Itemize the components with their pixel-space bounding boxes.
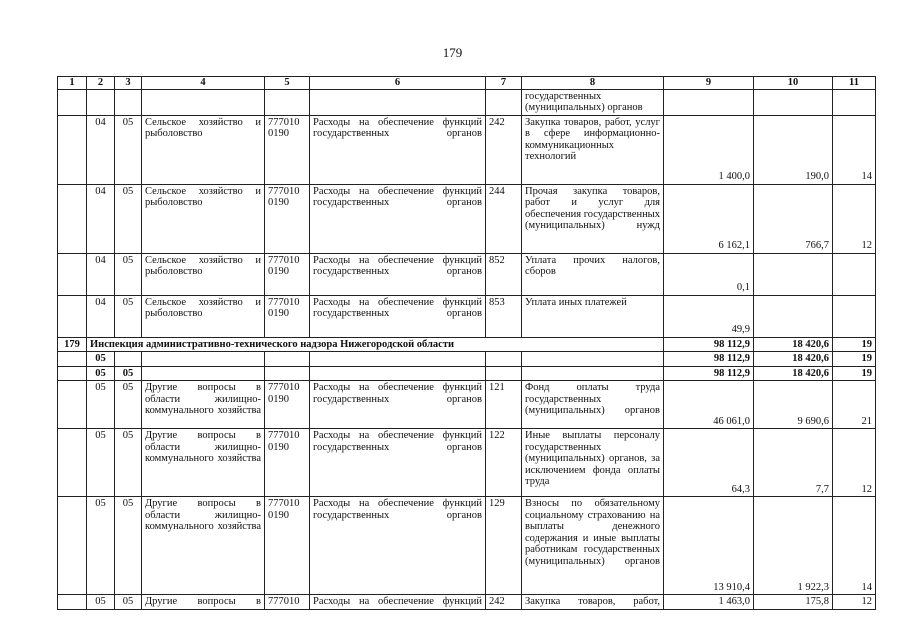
cell-section: 05 bbox=[87, 595, 115, 610]
cell-section: 05 bbox=[87, 381, 115, 429]
cell-percent: 14 bbox=[833, 115, 876, 184]
cell-subsection: 05 bbox=[115, 366, 142, 381]
budget-table bbox=[57, 76, 876, 610]
cell-amount-plan: 98 112,9 bbox=[664, 352, 754, 367]
cell-section: 04 bbox=[87, 115, 115, 184]
cell-code: 777010 0190 bbox=[265, 184, 310, 253]
cell-org-title: Инспекция административно-технического надзора Нижегородской области bbox=[87, 337, 664, 352]
cell-amount-fact: 18 420,6 bbox=[754, 352, 833, 367]
cell-section: 05 bbox=[87, 352, 115, 367]
cell-code: 777010 0190 bbox=[265, 295, 310, 337]
cell-section: 05 bbox=[87, 366, 115, 381]
cell-amount-fact: 9 690,6 bbox=[754, 381, 833, 429]
cell-percent: 12 bbox=[833, 595, 876, 610]
table-row bbox=[58, 337, 876, 352]
cell-name: Другие вопросы в области жилищно-коммунального хозяйства bbox=[142, 381, 265, 429]
table-row bbox=[58, 352, 876, 367]
cell-expense-type: государственных (муниципальных) органов bbox=[522, 89, 664, 115]
col-header: 5 bbox=[265, 77, 310, 90]
cell-amount-plan: 1 400,0 bbox=[664, 115, 754, 184]
cell-amount-plan: 64,3 bbox=[664, 429, 754, 497]
cell-expense-type: Закупка товаров, работ, услуг в сфере информационно-коммуникационных технологий bbox=[522, 115, 664, 184]
cell-purpose: Расходы на обеспечение функций государственных органов bbox=[310, 295, 486, 337]
cell-amount-fact: 766,7 bbox=[754, 184, 833, 253]
cell-subsection: 05 bbox=[115, 184, 142, 253]
cell-subsection: 05 bbox=[115, 115, 142, 184]
col-header: 3 bbox=[115, 77, 142, 90]
table-row bbox=[58, 253, 876, 295]
cell-subsection: 05 bbox=[115, 595, 142, 610]
cell-percent: 12 bbox=[833, 184, 876, 253]
cell-percent: 19 bbox=[833, 352, 876, 367]
cell-expense-type: Уплата иных платежей bbox=[522, 295, 664, 337]
cell-subsection: 05 bbox=[115, 381, 142, 429]
cell-section: 04 bbox=[87, 295, 115, 337]
col-header: 7 bbox=[486, 77, 522, 90]
cell-purpose: Расходы на обеспечение функций государственных органов bbox=[310, 429, 486, 497]
cell-amount-fact: 190,0 bbox=[754, 115, 833, 184]
cell-kind: 853 bbox=[486, 295, 522, 337]
cell-name: Сельское хозяйство и рыболовство bbox=[142, 115, 265, 184]
cell-code: 777010 bbox=[265, 595, 310, 610]
cell-amount-plan: 6 162,1 bbox=[664, 184, 754, 253]
cell-name: Сельское хозяйство и рыболовство bbox=[142, 184, 265, 253]
cell-section: 04 bbox=[87, 253, 115, 295]
cell-percent: 21 bbox=[833, 381, 876, 429]
page-number: 179 bbox=[442, 45, 463, 60]
cell-section: 05 bbox=[87, 429, 115, 497]
cell-amount-fact: 7,7 bbox=[754, 429, 833, 497]
cell-subsection: 05 bbox=[115, 497, 142, 595]
cell-kind: 852 bbox=[486, 253, 522, 295]
table-row bbox=[58, 366, 876, 381]
table-row bbox=[58, 184, 876, 253]
cell-amount-plan: 49,9 bbox=[664, 295, 754, 337]
cell-section: 04 bbox=[87, 184, 115, 253]
cell-expense-type: Прочая закупка товаров, работ и услуг для обеспечения государственных (муниципальных) нужд bbox=[522, 184, 664, 253]
cell-expense-type: Уплата прочих налогов, сборов bbox=[522, 253, 664, 295]
cell-amount-plan: 13 910,4 bbox=[664, 497, 754, 595]
col-header: 8 bbox=[522, 77, 664, 90]
col-header: 2 bbox=[87, 77, 115, 90]
cell-amount-plan: 46 061,0 bbox=[664, 381, 754, 429]
cell-code: 777010 0190 bbox=[265, 381, 310, 429]
cell-kind: 242 bbox=[486, 115, 522, 184]
cell-name: Сельское хозяйство и рыболовство bbox=[142, 253, 265, 295]
cell-kind: 129 bbox=[486, 497, 522, 595]
cell-subsection: 05 bbox=[115, 253, 142, 295]
cell-amount-plan: 98 112,9 bbox=[664, 337, 754, 352]
table-row bbox=[58, 497, 876, 595]
cell-amount-fact: 18 420,6 bbox=[754, 366, 833, 381]
cell-name: Другие вопросы в bbox=[142, 595, 265, 610]
col-header: 11 bbox=[833, 77, 876, 90]
cell-expense-type: Фонд оплаты труда государственных (муниципальных) органов bbox=[522, 381, 664, 429]
table-row bbox=[58, 429, 876, 497]
cell-purpose: Расходы на обеспечение функций государственных органов bbox=[310, 184, 486, 253]
cell-purpose: Расходы на обеспечение функций государственных органов bbox=[310, 253, 486, 295]
cell-purpose: Расходы на обеспечение функций государственных органов bbox=[310, 381, 486, 429]
cell-amount-fact: 175,8 bbox=[754, 595, 833, 610]
col-header: 9 bbox=[664, 77, 754, 90]
cell-percent: 19 bbox=[833, 366, 876, 381]
cell-section: 05 bbox=[87, 497, 115, 595]
header-row bbox=[58, 77, 876, 90]
col-header: 10 bbox=[754, 77, 833, 90]
cell-kind: 121 bbox=[486, 381, 522, 429]
cell-amount-fact: 1 922,3 bbox=[754, 497, 833, 595]
cell-name: Сельское хозяйство и рыболовство bbox=[142, 295, 265, 337]
cell-percent: 12 bbox=[833, 429, 876, 497]
cell-code: 777010 0190 bbox=[265, 497, 310, 595]
cell-code: 777010 0190 bbox=[265, 115, 310, 184]
cell-code: 777010 0190 bbox=[265, 429, 310, 497]
cell-purpose: Расходы на обеспечение функций государственных органов bbox=[310, 497, 486, 595]
cell-org-code: 179 bbox=[58, 337, 87, 352]
cell-subsection: 05 bbox=[115, 429, 142, 497]
col-header: 4 bbox=[142, 77, 265, 90]
table-row bbox=[58, 115, 876, 184]
cell-amount-fact: 18 420,6 bbox=[754, 337, 833, 352]
cell-percent: 19 bbox=[833, 337, 876, 352]
cell-subsection: 05 bbox=[115, 295, 142, 337]
cell-name: Другие вопросы в области жилищно-коммунального хозяйства bbox=[142, 497, 265, 595]
cell-expense-type: Иные выплаты персоналу государственных (муниципальных) органов, за исключением фонда оплаты труда bbox=[522, 429, 664, 497]
cell-code: 777010 0190 bbox=[265, 253, 310, 295]
cell-name: Другие вопросы в области жилищно-коммунального хозяйства bbox=[142, 429, 265, 497]
cell-kind: 244 bbox=[486, 184, 522, 253]
cell-expense-type: Взносы по обязательному социальному страхованию на выплаты денежного содержания и иные выплаты работникам государственных (муниципальных) органов bbox=[522, 497, 664, 595]
cell-purpose: Расходы на обеспечение функций bbox=[310, 595, 486, 610]
table-row bbox=[58, 381, 876, 429]
table-row bbox=[58, 295, 876, 337]
cell-kind: 122 bbox=[486, 429, 522, 497]
cell-purpose: Расходы на обеспечение функций государственных органов bbox=[310, 115, 486, 184]
cell-amount-plan: 0,1 bbox=[664, 253, 754, 295]
col-header: 1 bbox=[58, 77, 87, 90]
col-header: 6 bbox=[310, 77, 486, 90]
table-row bbox=[58, 595, 876, 610]
cell-percent: 14 bbox=[833, 497, 876, 595]
table-row bbox=[58, 89, 876, 115]
cell-amount-plan: 1 463,0 bbox=[664, 595, 754, 610]
cell-kind: 242 bbox=[486, 595, 522, 610]
cell-amount-plan: 98 112,9 bbox=[664, 366, 754, 381]
cell-expense-type: Закупка товаров, работ, bbox=[522, 595, 664, 610]
